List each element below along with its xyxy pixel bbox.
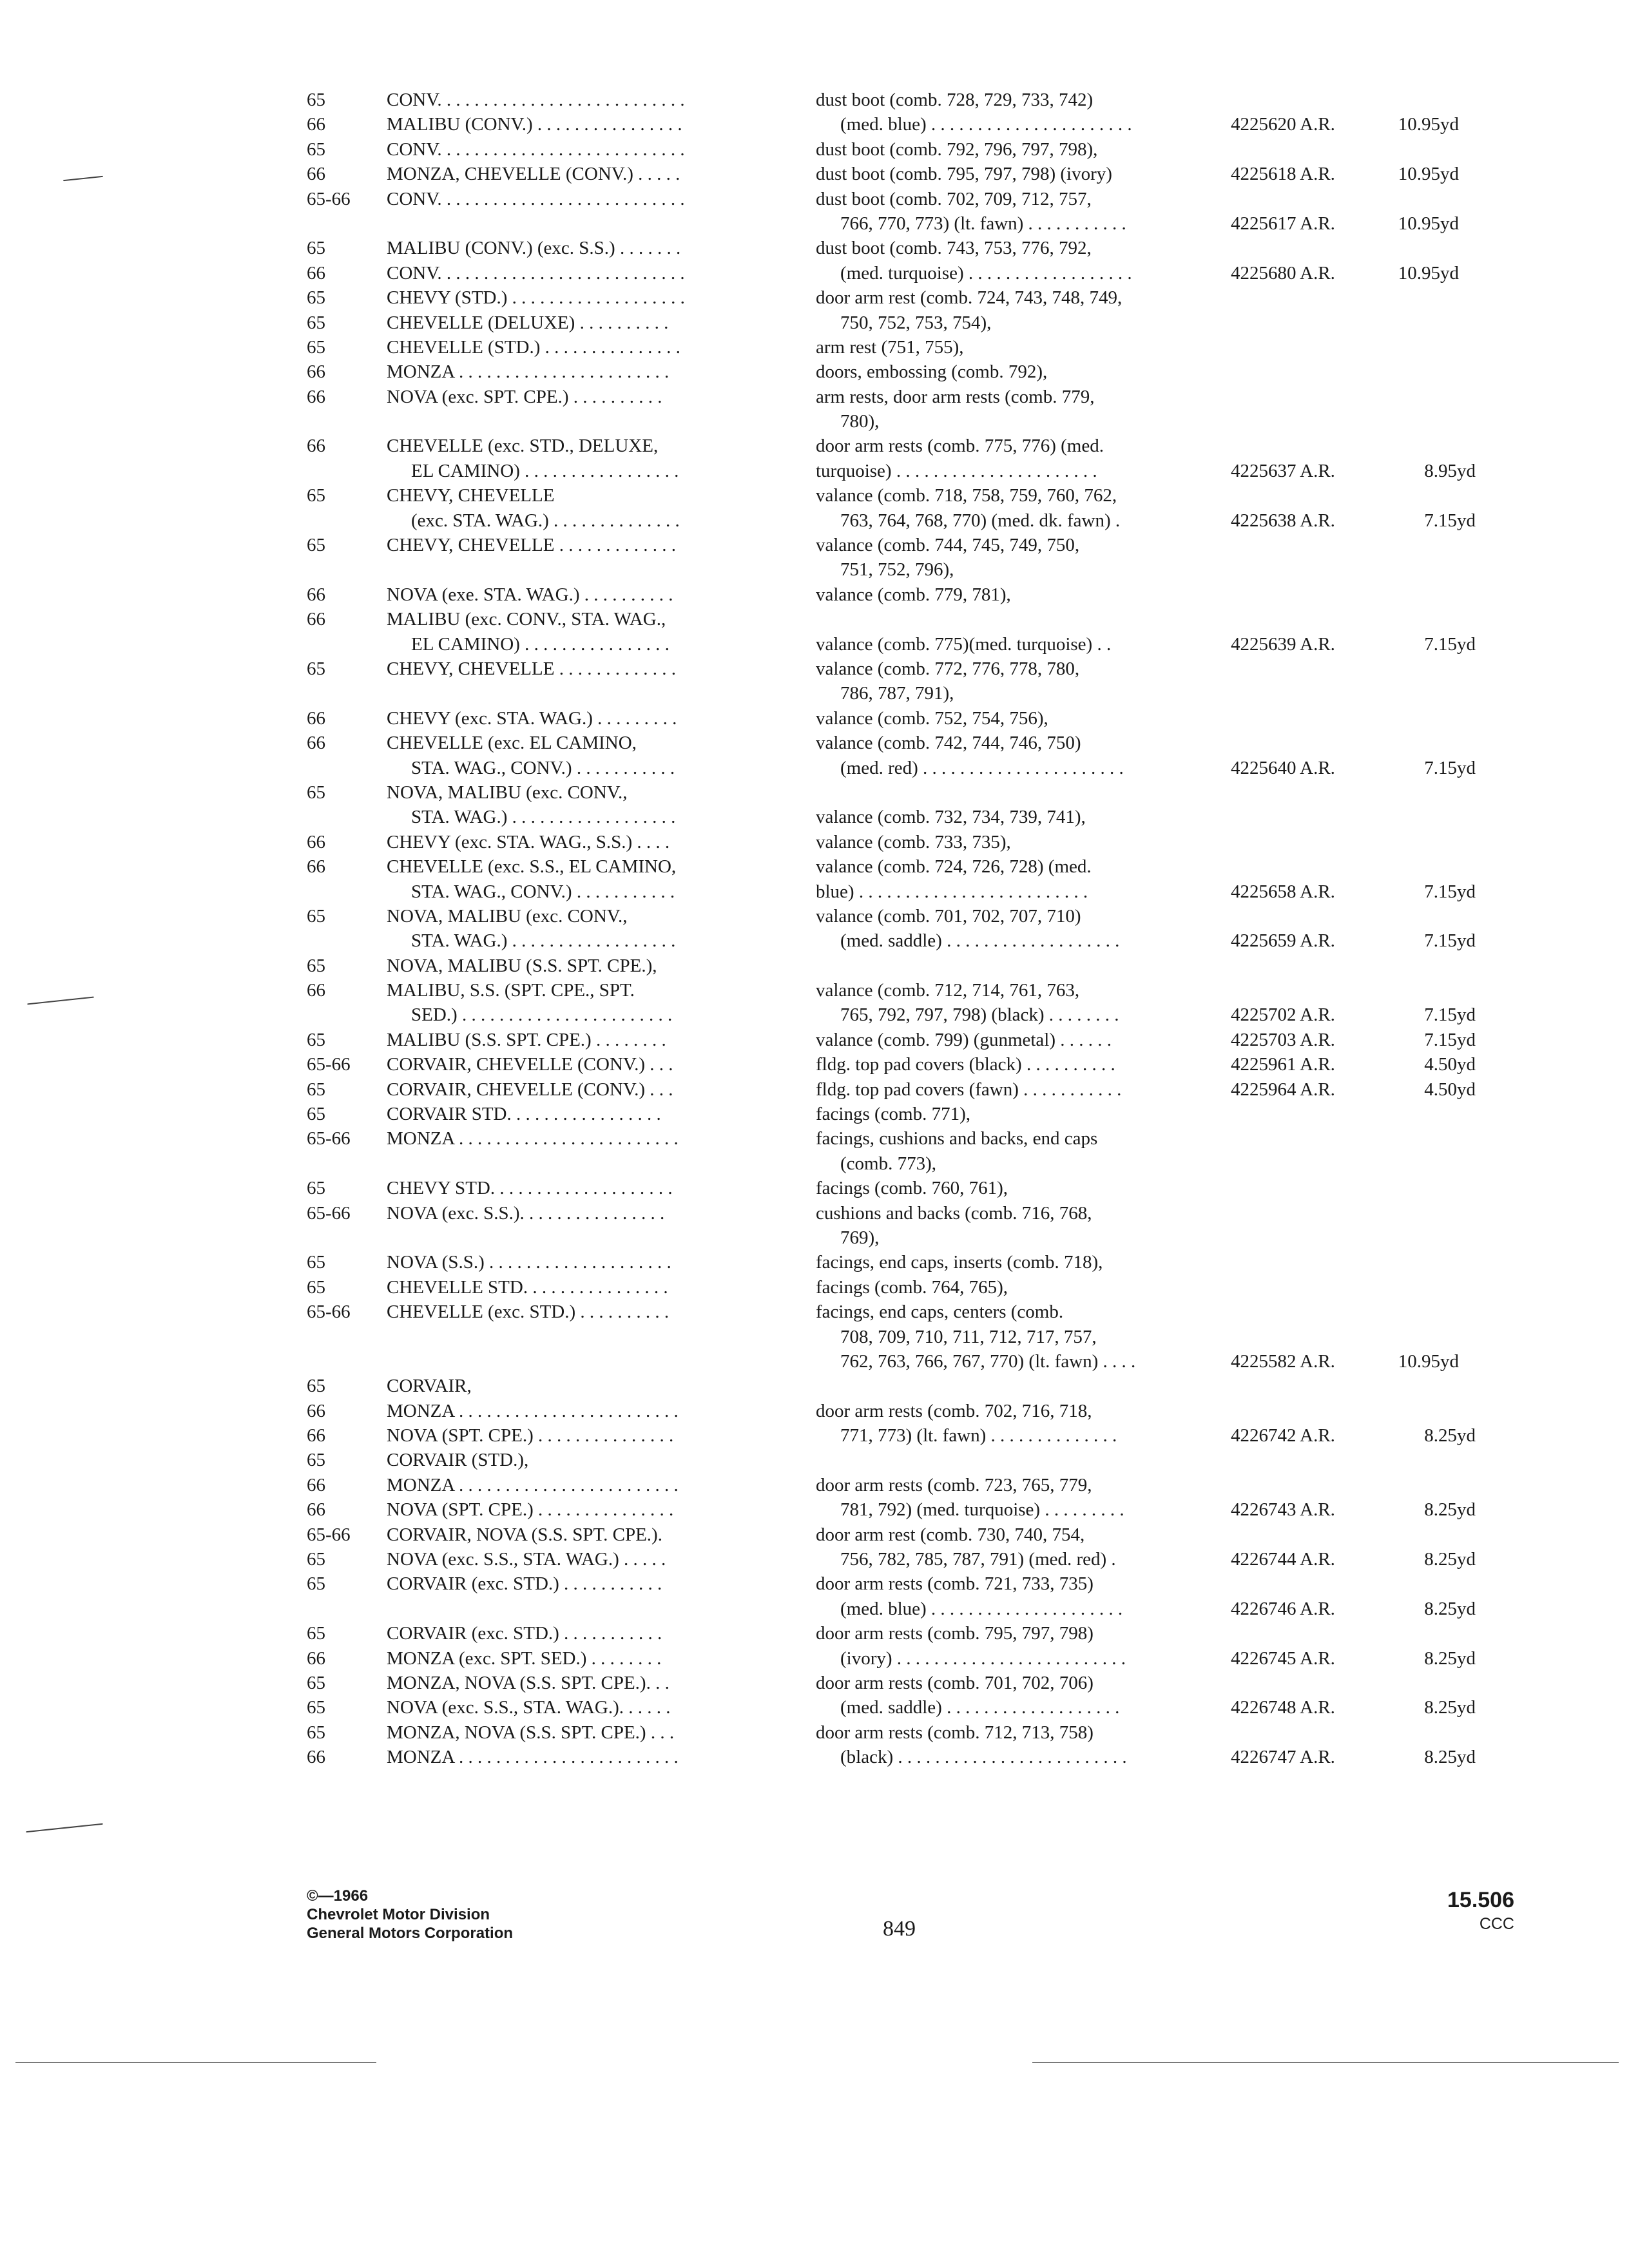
- bottom-rule-left: [15, 2062, 376, 2063]
- model-year: 65-66: [307, 1054, 351, 1075]
- model-year: 66: [307, 856, 325, 878]
- model-name: (exc. STA. WAG.) . . . . . . . . . . . . . .: [411, 510, 680, 531]
- table-row: [0, 1151, 1629, 1176]
- model-name: CHEVELLE (DELUXE) . . . . . . . . . .: [387, 312, 669, 333]
- table-row: [0, 409, 1629, 434]
- price: 7.15yd: [1424, 930, 1476, 952]
- part-description: fldg. top pad covers (black) . . . . . . . . . .: [816, 1054, 1115, 1075]
- price: 10.95yd: [1398, 262, 1459, 284]
- table-row: [0, 978, 1629, 1003]
- table-row: [0, 1523, 1629, 1547]
- part-description: valance (comb. 775)(med. turquoise) . .: [816, 633, 1112, 655]
- part-description: facings (comb. 760, 761),: [816, 1178, 1008, 1199]
- table-row: [0, 854, 1629, 879]
- part-description: (med. saddle) . . . . . . . . . . . . . . . . . . .: [840, 1697, 1120, 1718]
- price: 7.15yd: [1424, 881, 1476, 902]
- model-year: 66: [307, 1499, 325, 1521]
- table-row: [0, 657, 1629, 681]
- model-year: 65: [307, 782, 325, 803]
- part-description: valance (comb. 742, 744, 746, 750): [816, 733, 1081, 754]
- part-description: valance (comb. 732, 734, 739, 741),: [816, 807, 1086, 828]
- table-row: [0, 1448, 1629, 1472]
- table-row: [0, 557, 1629, 582]
- model-name: MONZA, NOVA (S.S. SPT. CPE.). . .: [387, 1673, 670, 1693]
- part-number: 4225637 A.R.: [1231, 460, 1335, 481]
- part-description: dust boot (comb. 792, 796, 797, 798),: [816, 139, 1098, 160]
- table-row: [0, 607, 1629, 631]
- part-description: arm rests, door arm rests (comb. 779,: [816, 386, 1095, 407]
- price: 8.25yd: [1424, 1747, 1476, 1768]
- table-row: [0, 1621, 1629, 1646]
- parts-table: [0, 88, 1629, 1770]
- part-description: (black) . . . . . . . . . . . . . . . . . . . . . . . . .: [840, 1747, 1127, 1768]
- table-row: [0, 805, 1629, 829]
- model-year: 66: [307, 1400, 325, 1421]
- table-row: [0, 162, 1629, 186]
- model-year: 66: [307, 584, 325, 605]
- table-row: [0, 1225, 1629, 1250]
- table-row: [0, 582, 1629, 607]
- model-year: 65: [307, 905, 325, 927]
- table-row: [0, 1102, 1629, 1126]
- division-line: Chevrolet Motor Division: [307, 1906, 490, 1923]
- model-year: 66: [307, 262, 325, 284]
- model-name: MALIBU (CONV.) (exc. S.S.) . . . . . . .: [387, 238, 681, 259]
- price: 8.25yd: [1424, 1648, 1476, 1669]
- copyright-line: ©—1966: [307, 1887, 369, 1905]
- price: 7.15yd: [1424, 510, 1476, 531]
- model-name: CHEVELLE STD. . . . . . . . . . . . . . . .: [387, 1276, 668, 1298]
- model-name: SED.) . . . . . . . . . . . . . . . . . . . . . . .: [411, 1004, 673, 1026]
- model-name: CHEVELLE (exc. STD., DELUXE,: [387, 436, 659, 457]
- model-year: 65: [307, 535, 325, 556]
- price: 8.25yd: [1424, 1425, 1476, 1446]
- part-description: door arm rest (comb. 730, 740, 754,: [816, 1524, 1085, 1545]
- part-description: 756, 782, 785, 787, 791) (med. red) .: [840, 1549, 1116, 1570]
- part-description: 763, 764, 768, 770) (med. dk. fawn) .: [840, 510, 1121, 531]
- model-name: CONV. . . . . . . . . . . . . . . . . . . . . . . . . . .: [387, 188, 685, 209]
- model-year: 66: [307, 831, 325, 852]
- model-name: CORVAIR (STD.),: [387, 1450, 529, 1471]
- part-number: 4226747 A.R.: [1231, 1747, 1335, 1768]
- model-name: NOVA, MALIBU (exc. CONV.,: [387, 905, 628, 927]
- table-row: [0, 1745, 1629, 1769]
- price: 7.15yd: [1424, 757, 1476, 778]
- table-row: [0, 1695, 1629, 1720]
- part-description: 750, 752, 753, 754),: [840, 312, 992, 333]
- model-name: NOVA (exc. S.S., STA. WAG.). . . . . .: [387, 1697, 671, 1718]
- model-year: 66: [307, 361, 325, 383]
- table-row: [0, 1250, 1629, 1274]
- model-name: CHEVY (exc. STA. WAG., S.S.) . . . .: [387, 831, 670, 852]
- model-year: 65: [307, 1673, 325, 1693]
- table-row: [0, 954, 1629, 978]
- model-year: 65-66: [307, 1202, 351, 1224]
- model-name: MONZA . . . . . . . . . . . . . . . . . . . . . . .: [387, 361, 670, 383]
- model-year: 65: [307, 287, 325, 309]
- table-row: [0, 1052, 1629, 1077]
- model-year: 66: [307, 980, 325, 1001]
- part-number: 4225640 A.R.: [1231, 757, 1335, 778]
- part-description: (ivory) . . . . . . . . . . . . . . . . . . . . . . . . .: [840, 1648, 1126, 1669]
- section-number: 15.506: [1447, 1888, 1514, 1912]
- model-name: CHEVY STD. . . . . . . . . . . . . . . . . . . .: [387, 1178, 673, 1199]
- table-row: [0, 879, 1629, 904]
- model-year: 66: [307, 436, 325, 457]
- part-description: dust boot (comb. 728, 729, 733, 742): [816, 90, 1094, 110]
- model-name: NOVA (exc. S.S.). . . . . . . . . . . . . . . .: [387, 1202, 665, 1224]
- part-description: doors, embossing (comb. 792),: [816, 361, 1048, 383]
- part-description: door arm rest (comb. 724, 743, 748, 749,: [816, 287, 1123, 309]
- model-year: 66: [307, 164, 325, 185]
- table-row: [0, 1275, 1629, 1300]
- table-row: [0, 756, 1629, 780]
- part-description: valance (comb. 712, 714, 761, 763,: [816, 980, 1080, 1001]
- price: 4.50yd: [1424, 1054, 1476, 1075]
- part-description: door arm rests (comb. 723, 765, 779,: [816, 1474, 1092, 1495]
- price: 8.25yd: [1424, 1598, 1476, 1619]
- model-name: CORVAIR, CHEVELLE (CONV.) . . .: [387, 1079, 673, 1100]
- model-name: CHEVY (STD.) . . . . . . . . . . . . . . . . . . .: [387, 287, 685, 309]
- model-name: CHEVELLE (exc. S.S., EL CAMINO,: [387, 856, 677, 878]
- part-description: valance (comb. 799) (gunmetal) . . . . . .: [816, 1029, 1112, 1050]
- part-description: 762, 763, 766, 767, 770) (lt. fawn) . . . .: [840, 1350, 1136, 1372]
- part-number: 4225639 A.R.: [1231, 633, 1335, 655]
- part-description: door arm rests (comb. 721, 733, 735): [816, 1573, 1094, 1595]
- model-year: 65: [307, 1029, 325, 1050]
- model-year: 66: [307, 707, 325, 729]
- table-row: [0, 187, 1629, 211]
- model-name: NOVA (exc. SPT. CPE.) . . . . . . . . . .: [387, 386, 662, 407]
- part-description: valance (comb. 744, 745, 749, 750,: [816, 535, 1080, 556]
- page-number: 849: [883, 1917, 916, 1941]
- table-row: [0, 434, 1629, 458]
- model-year: 65-66: [307, 1524, 351, 1545]
- price: 8.25yd: [1424, 1697, 1476, 1718]
- price: 10.95yd: [1398, 1350, 1459, 1372]
- part-description: valance (comb. 779, 781),: [816, 584, 1011, 605]
- part-number: 4225961 A.R.: [1231, 1054, 1335, 1075]
- part-description: 769),: [840, 1227, 880, 1248]
- model-name: MONZA . . . . . . . . . . . . . . . . . . . . . . . .: [387, 1400, 679, 1421]
- part-description: (med. turquoise) . . . . . . . . . . . . . . . . . .: [840, 262, 1132, 284]
- table-row: [0, 1374, 1629, 1398]
- model-name: NOVA (exc. S.S., STA. WAG.) . . . . .: [387, 1549, 666, 1570]
- table-row: [0, 731, 1629, 755]
- table-row: [0, 385, 1629, 409]
- part-description: 765, 792, 797, 798) (black) . . . . . . . .: [840, 1004, 1119, 1026]
- part-description: valance (comb. 772, 776, 778, 780,: [816, 658, 1080, 679]
- part-number: 4225964 A.R.: [1231, 1079, 1335, 1100]
- part-description: valance (comb. 752, 754, 756),: [816, 707, 1048, 729]
- table-row: [0, 285, 1629, 310]
- table-row: [0, 483, 1629, 508]
- model-year: 65: [307, 238, 325, 259]
- table-row: [0, 137, 1629, 162]
- model-year: 65: [307, 1104, 325, 1125]
- part-number: 4226748 A.R.: [1231, 1697, 1335, 1718]
- part-number: 4225618 A.R.: [1231, 164, 1335, 185]
- price: 10.95yd: [1398, 114, 1459, 135]
- model-year: 66: [307, 1747, 325, 1768]
- model-year: 65-66: [307, 1302, 351, 1323]
- model-year: 66: [307, 1474, 325, 1495]
- part-number: 4226745 A.R.: [1231, 1648, 1335, 1669]
- model-name: NOVA (exe. STA. WAG.) . . . . . . . . . .: [387, 584, 673, 605]
- model-name: CHEVY, CHEVELLE . . . . . . . . . . . . .: [387, 535, 676, 556]
- table-row: [0, 1547, 1629, 1571]
- model-name: EL CAMINO) . . . . . . . . . . . . . . . .: [411, 633, 670, 655]
- price: 8.25yd: [1424, 1499, 1476, 1521]
- model-year: 66: [307, 733, 325, 754]
- part-description: 766, 770, 773) (lt. fawn) . . . . . . . . . . .: [840, 213, 1126, 234]
- model-year: 65-66: [307, 1128, 351, 1149]
- part-description: valance (comb. 733, 735),: [816, 831, 1011, 852]
- model-name: MONZA . . . . . . . . . . . . . . . . . . . . . . . .: [387, 1474, 679, 1495]
- table-row: [0, 261, 1629, 285]
- table-row: [0, 236, 1629, 260]
- part-description: (comb. 773),: [840, 1153, 936, 1174]
- model-name: CHEVELLE (exc. STD.) . . . . . . . . . .: [387, 1302, 670, 1323]
- model-year: 65: [307, 1722, 325, 1743]
- model-name: NOVA (SPT. CPE.) . . . . . . . . . . . . . . .: [387, 1425, 674, 1446]
- model-name: STA. WAG., CONV.) . . . . . . . . . . .: [411, 757, 675, 778]
- table-row: [0, 88, 1629, 112]
- table-row: [0, 1597, 1629, 1621]
- part-description: door arm rests (comb. 775, 776) (med.: [816, 436, 1104, 457]
- model-name: MALIBU (S.S. SPT. CPE.) . . . . . . . .: [387, 1029, 666, 1050]
- table-row: [0, 904, 1629, 928]
- model-year: 65: [307, 336, 325, 358]
- part-description: facings, end caps, centers (comb.: [816, 1302, 1064, 1323]
- table-row: [0, 1176, 1629, 1200]
- part-description: facings, cushions and backs, end caps: [816, 1128, 1098, 1149]
- model-year: 65: [307, 1450, 325, 1471]
- table-row: [0, 780, 1629, 805]
- part-description: dust boot (comb. 795, 797, 798) (ivory): [816, 164, 1112, 185]
- margin-mark-bottom: [26, 1823, 103, 1833]
- part-description: valance (comb. 701, 702, 707, 710): [816, 905, 1081, 927]
- model-name: CHEVY, CHEVELLE . . . . . . . . . . . . .: [387, 658, 676, 679]
- table-row: [0, 830, 1629, 854]
- model-name: CORVAIR, NOVA (S.S. SPT. CPE.).: [387, 1524, 662, 1545]
- model-year: 65: [307, 1079, 325, 1100]
- part-number: 4225638 A.R.: [1231, 510, 1335, 531]
- price: 10.95yd: [1398, 213, 1459, 234]
- table-row: [0, 1646, 1629, 1671]
- part-description: facings, end caps, inserts (comb. 718),: [816, 1252, 1103, 1273]
- part-number: 4225620 A.R.: [1231, 114, 1335, 135]
- table-row: [0, 1423, 1629, 1448]
- model-year: 65: [307, 1623, 325, 1644]
- model-year: 65: [307, 658, 325, 679]
- table-row: [0, 1349, 1629, 1374]
- part-description: 786, 787, 791),: [840, 683, 954, 704]
- model-name: CORVAIR STD. . . . . . . . . . . . . . . . .: [387, 1104, 661, 1125]
- part-description: (med. saddle) . . . . . . . . . . . . . . . . . . .: [840, 930, 1120, 952]
- part-number: 4226742 A.R.: [1231, 1425, 1335, 1446]
- table-row: [0, 360, 1629, 384]
- part-number: 4225582 A.R.: [1231, 1350, 1335, 1372]
- section-block: [1385, 1887, 1514, 1934]
- model-name: STA. WAG.) . . . . . . . . . . . . . . . . . .: [411, 930, 676, 952]
- table-row: [0, 1571, 1629, 1596]
- model-year: 65: [307, 1549, 325, 1570]
- model-year: 65-66: [307, 188, 351, 209]
- table-row: [0, 1325, 1629, 1349]
- table-row: [0, 112, 1629, 137]
- model-name: CONV. . . . . . . . . . . . . . . . . . . . . . . . . . .: [387, 139, 685, 160]
- part-description: 751, 752, 796),: [840, 559, 954, 581]
- part-description: door arm rests (comb. 795, 797, 798): [816, 1623, 1094, 1644]
- part-description: arm rest (751, 755),: [816, 336, 964, 358]
- model-year: 66: [307, 609, 325, 630]
- model-name: MONZA . . . . . . . . . . . . . . . . . . . . . . . .: [387, 1747, 679, 1768]
- model-name: MONZA . . . . . . . . . . . . . . . . . . . . . . . .: [387, 1128, 679, 1149]
- part-number: 4226744 A.R.: [1231, 1549, 1335, 1570]
- table-row: [0, 1671, 1629, 1695]
- model-name: NOVA (S.S.) . . . . . . . . . . . . . . . . . . . .: [387, 1252, 671, 1273]
- model-name: CHEVY (exc. STA. WAG.) . . . . . . . . .: [387, 707, 677, 729]
- model-name: CHEVELLE (STD.) . . . . . . . . . . . . . . .: [387, 336, 680, 358]
- price: 7.15yd: [1424, 633, 1476, 655]
- model-name: CORVAIR (exc. STD.) . . . . . . . . . . .: [387, 1573, 662, 1595]
- model-name: MONZA, CHEVELLE (CONV.) . . . . .: [387, 164, 680, 185]
- part-description: 781, 792) (med. turquoise) . . . . . . . . .: [840, 1499, 1124, 1521]
- model-year: 66: [307, 386, 325, 407]
- part-description: turquoise) . . . . . . . . . . . . . . . . . . . . . .: [816, 460, 1097, 481]
- model-name: MALIBU (CONV.) . . . . . . . . . . . . . . . .: [387, 114, 682, 135]
- model-year: 65: [307, 1178, 325, 1199]
- table-row: [0, 1201, 1629, 1225]
- part-number: 4226746 A.R.: [1231, 1598, 1335, 1619]
- price: 7.15yd: [1424, 1004, 1476, 1026]
- price: 8.95yd: [1424, 460, 1476, 481]
- part-description: 771, 773) (lt. fawn) . . . . . . . . . . . . . .: [840, 1425, 1117, 1446]
- part-description: fldg. top pad covers (fawn) . . . . . . . . . . .: [816, 1079, 1122, 1100]
- part-number: 4225658 A.R.: [1231, 881, 1335, 902]
- model-year: 65: [307, 1697, 325, 1718]
- table-row: [0, 1126, 1629, 1151]
- model-year: 66: [307, 1648, 325, 1669]
- model-name: STA. WAG., CONV.) . . . . . . . . . . .: [411, 881, 675, 902]
- table-row: [0, 706, 1629, 731]
- model-name: STA. WAG.) . . . . . . . . . . . . . . . . . .: [411, 807, 676, 828]
- table-row: [0, 1399, 1629, 1423]
- part-description: cushions and backs (comb. 716, 768,: [816, 1202, 1092, 1224]
- table-row: [0, 311, 1629, 335]
- price: 10.95yd: [1398, 164, 1459, 185]
- table-row: [0, 1077, 1629, 1102]
- model-year: 66: [307, 114, 325, 135]
- part-number: 4225680 A.R.: [1231, 262, 1335, 284]
- model-name: CONV. . . . . . . . . . . . . . . . . . . . . . . . . . .: [387, 262, 685, 284]
- model-name: NOVA, MALIBU (exc. CONV.,: [387, 782, 628, 803]
- model-name: CHEVY, CHEVELLE: [387, 485, 555, 506]
- table-row: [0, 1300, 1629, 1324]
- part-description: dust boot (comb. 702, 709, 712, 757,: [816, 188, 1092, 209]
- table-row: [0, 1003, 1629, 1027]
- part-description: facings (comb. 771),: [816, 1104, 970, 1125]
- part-number: 4225702 A.R.: [1231, 1004, 1335, 1026]
- table-row: [0, 1473, 1629, 1497]
- part-number: 4226743 A.R.: [1231, 1499, 1335, 1521]
- model-name: CORVAIR (exc. STD.) . . . . . . . . . . .: [387, 1623, 662, 1644]
- model-year: 66: [307, 1425, 325, 1446]
- part-number: 4225659 A.R.: [1231, 930, 1335, 952]
- model-name: NOVA, MALIBU (S.S. SPT. CPE.),: [387, 955, 657, 976]
- model-year: 65: [307, 485, 325, 506]
- model-name: MONZA (exc. SPT. SED.) . . . . . . . .: [387, 1648, 662, 1669]
- part-number: 4225617 A.R.: [1231, 213, 1335, 234]
- model-year: 65: [307, 139, 325, 160]
- price: 7.15yd: [1424, 1029, 1476, 1050]
- model-year: 65: [307, 90, 325, 110]
- part-description: valance (comb. 724, 726, 728) (med.: [816, 856, 1092, 878]
- price: 4.50yd: [1424, 1079, 1476, 1100]
- table-row: [0, 211, 1629, 236]
- price: 8.25yd: [1424, 1549, 1476, 1570]
- model-name: MALIBU (exc. CONV., STA. WAG.,: [387, 609, 666, 630]
- model-name: CONV. . . . . . . . . . . . . . . . . . . . . . . . . . .: [387, 90, 685, 110]
- model-year: 65: [307, 1252, 325, 1273]
- part-description: door arm rests (comb. 702, 716, 718,: [816, 1400, 1092, 1421]
- table-row: [0, 1720, 1629, 1745]
- table-row: [0, 681, 1629, 706]
- model-name: NOVA (SPT. CPE.) . . . . . . . . . . . . . . .: [387, 1499, 674, 1521]
- section-code: CCC: [1479, 1915, 1514, 1933]
- part-description: 708, 709, 710, 711, 712, 717, 757,: [840, 1326, 1097, 1347]
- model-year: 65: [307, 1276, 325, 1298]
- corporation-line: General Motors Corporation: [307, 1925, 514, 1942]
- part-description: facings (comb. 764, 765),: [816, 1276, 1008, 1298]
- part-description: (med. blue) . . . . . . . . . . . . . . . . . . . . .: [840, 1598, 1123, 1619]
- bottom-rule-right: [1032, 2062, 1619, 2063]
- table-row: [0, 459, 1629, 483]
- part-description: valance (comb. 718, 758, 759, 760, 762,: [816, 485, 1117, 506]
- model-name: EL CAMINO) . . . . . . . . . . . . . . . . .: [411, 460, 679, 481]
- publisher-block: [307, 1887, 513, 1943]
- model-year: 65: [307, 955, 325, 976]
- model-name: CHEVELLE (exc. EL CAMINO,: [387, 733, 637, 754]
- part-description: dust boot (comb. 743, 753, 776, 792,: [816, 238, 1092, 259]
- model-name: MONZA, NOVA (S.S. SPT. CPE.) . . .: [387, 1722, 675, 1743]
- table-row: [0, 1028, 1629, 1052]
- model-year: 65: [307, 312, 325, 333]
- part-description: (med. red) . . . . . . . . . . . . . . . . . . . . . .: [840, 757, 1124, 778]
- model-name: CORVAIR,: [387, 1376, 472, 1397]
- table-row: [0, 533, 1629, 557]
- model-name: MALIBU, S.S. (SPT. CPE., SPT.: [387, 980, 635, 1001]
- part-number: 4225703 A.R.: [1231, 1029, 1335, 1050]
- table-row: [0, 508, 1629, 533]
- table-row: [0, 632, 1629, 657]
- table-row: [0, 928, 1629, 953]
- part-description: 780),: [840, 411, 880, 432]
- model-year: 65: [307, 1376, 325, 1397]
- part-description: (med. blue) . . . . . . . . . . . . . . . . . . . . . .: [840, 114, 1132, 135]
- table-row: [0, 1497, 1629, 1522]
- part-description: blue) . . . . . . . . . . . . . . . . . . . . . . . . .: [816, 881, 1088, 902]
- model-name: CORVAIR, CHEVELLE (CONV.) . . .: [387, 1054, 673, 1075]
- part-description: door arm rests (comb. 712, 713, 758): [816, 1722, 1094, 1743]
- part-description: door arm rests (comb. 701, 702, 706): [816, 1673, 1094, 1693]
- table-row: [0, 335, 1629, 360]
- model-year: 65: [307, 1573, 325, 1595]
